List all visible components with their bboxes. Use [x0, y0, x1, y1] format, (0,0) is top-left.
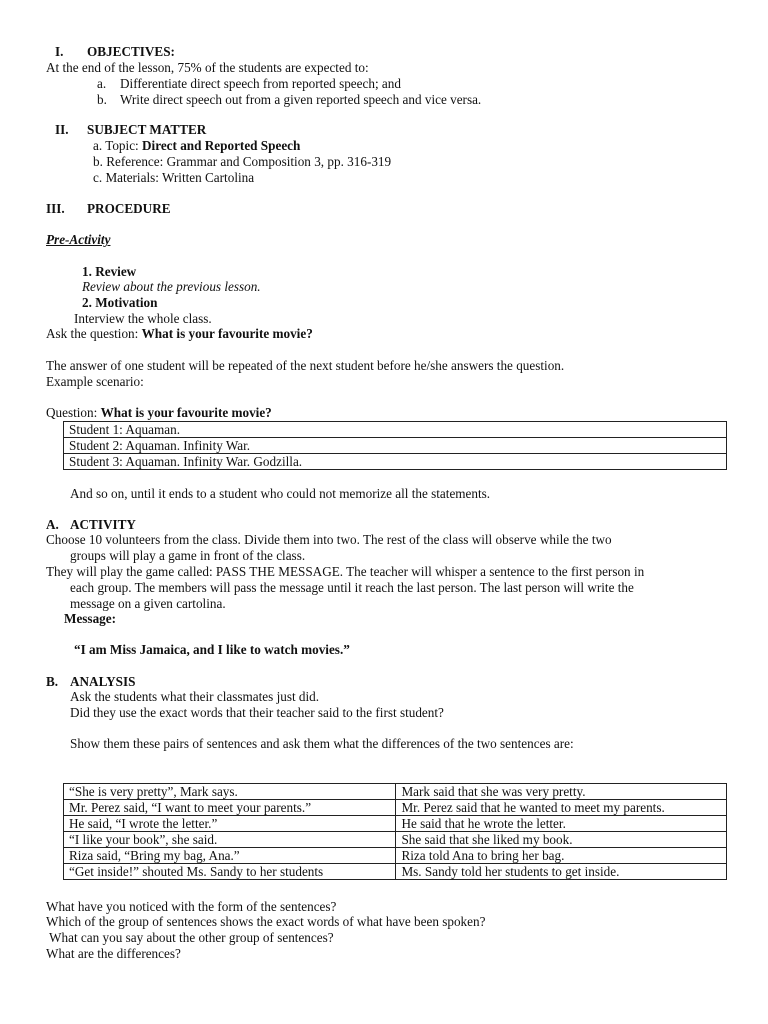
- direct-speech-cell: “She is very pretty”, Mark says.: [64, 784, 396, 800]
- ask-question: What is your favourite movie?: [141, 326, 313, 341]
- reported-speech-cell: Ms. Sandy told her students to get inside.: [396, 864, 727, 880]
- analysis-line: Show them these pairs of sentences and ask them what the differences of the two sentences are:: [70, 736, 574, 751]
- section-number-procedure: III.: [46, 201, 65, 216]
- pre-activity-heading: Pre-Activity: [46, 232, 111, 247]
- ask-question-line: [46, 326, 313, 342]
- analysis-question: What are the differences?: [46, 946, 181, 961]
- table-row: [64, 848, 727, 864]
- direct-speech-cell: “Get inside!” shouted Ms. Sandy to her students: [64, 864, 396, 880]
- analysis-marker: B.: [46, 674, 59, 689]
- message-label: Message:: [64, 611, 116, 626]
- table-row: [64, 800, 727, 816]
- question-line: [46, 405, 272, 421]
- ask-prefix: Ask the question:: [46, 326, 142, 341]
- table-row: [64, 454, 727, 470]
- objectives-heading: OBJECTIVES:: [87, 44, 175, 59]
- table-row: [64, 816, 727, 832]
- motivation-title: 2. Motivation: [82, 295, 158, 310]
- question-prefix: Question:: [46, 405, 101, 420]
- analysis-line: Ask the students what their classmates just did.: [70, 689, 320, 704]
- direct-speech-cell: Mr. Perez said, “I want to meet your parents.”: [64, 800, 396, 816]
- table-cell: Student 1: Aquaman.: [64, 422, 727, 438]
- section-number-subject-matter: II.: [55, 122, 69, 137]
- analysis-heading: ANALYSIS: [70, 674, 136, 689]
- table-row: [64, 422, 727, 438]
- motivation-text: Interview the whole class.: [74, 311, 212, 326]
- topic-value: Direct and Reported Speech: [142, 138, 301, 153]
- activity-line: each group. The members will pass the message until it reach the last person. The last person will write the: [70, 580, 634, 595]
- table-cell: Student 2: Aquaman. Infinity War.: [64, 438, 727, 454]
- table-row: [64, 832, 727, 848]
- reported-speech-cell: He said that he wrote the letter.: [396, 816, 727, 832]
- review-text: Review about the previous lesson.: [82, 279, 261, 294]
- activity-line: groups will play a game in front of the class.: [70, 548, 306, 563]
- objective-b-text: Write direct speech out from a given reported speech and vice versa.: [120, 92, 482, 107]
- reported-speech-cell: Mr. Perez said that he wanted to meet my parents.: [396, 800, 727, 816]
- objectives-intro: At the end of the lesson, 75% of the students are expected to:: [46, 60, 369, 75]
- section-number-objectives: I.: [55, 44, 64, 59]
- objective-b-marker: b.: [97, 92, 107, 107]
- activity-line: message on a given cartolina.: [70, 596, 226, 611]
- activity-line: They will play the game called: PASS THE MESSAGE. The teacher will whisper a sentence to the first person in: [46, 564, 645, 579]
- analysis-question: What have you noticed with the form of the sentences?: [46, 899, 337, 914]
- direct-speech-cell: “I like your book”, she said.: [64, 832, 396, 848]
- review-title: 1. Review: [82, 264, 137, 279]
- table-row: [64, 864, 727, 880]
- sentence-pairs-table: [63, 783, 727, 880]
- objective-a-marker: a.: [97, 76, 107, 91]
- activity-line: Choose 10 volunteers from the class. Divide them into two. The rest of the class will observe while the two: [46, 532, 612, 547]
- materials-line: c. Materials: Written Cartolina: [93, 170, 255, 185]
- activity-marker: A.: [46, 517, 59, 532]
- reported-speech-cell: Mark said that she was very pretty.: [396, 784, 727, 800]
- example-label: Example scenario:: [46, 374, 144, 389]
- analysis-line: Did they use the exact words that their teacher said to the first student?: [70, 705, 444, 720]
- analysis-question: What can you say about the other group of sentences?: [46, 930, 334, 945]
- student-answers-table: [63, 421, 727, 470]
- analysis-question: Which of the group of sentences shows the exact words of what have been spoken?: [46, 914, 486, 929]
- topic-line: [93, 138, 300, 154]
- table-cell: Student 3: Aquaman. Infinity War. Godzilla.: [64, 454, 727, 470]
- activity-heading: ACTIVITY: [70, 517, 136, 532]
- procedure-heading: PROCEDURE: [87, 201, 171, 216]
- reported-speech-cell: She said that she liked my book.: [396, 832, 727, 848]
- direct-speech-cell: He said, “I wrote the letter.”: [64, 816, 396, 832]
- question-text: What is your favourite movie?: [100, 405, 272, 420]
- objective-a-text: Differentiate direct speech from reported speech; and: [120, 76, 401, 91]
- answer-note: The answer of one student will be repeated of the next student before he/she answers the question.: [46, 358, 565, 373]
- table-row: [64, 784, 727, 800]
- subject-matter-heading: SUBJECT MATTER: [87, 122, 207, 137]
- table-row: [64, 438, 727, 454]
- and-so-on-text: And so on, until it ends to a student who could not memorize all the statements.: [70, 486, 491, 501]
- direct-speech-cell: Riza said, “Bring my bag, Ana.”: [64, 848, 396, 864]
- message-text: “I am Miss Jamaica, and I like to watch movies.”: [74, 642, 350, 657]
- reference-line: b. Reference: Grammar and Composition 3, pp. 316-319: [93, 154, 392, 169]
- topic-label: a. Topic:: [93, 138, 139, 153]
- reported-speech-cell: Riza told Ana to bring her bag.: [396, 848, 727, 864]
